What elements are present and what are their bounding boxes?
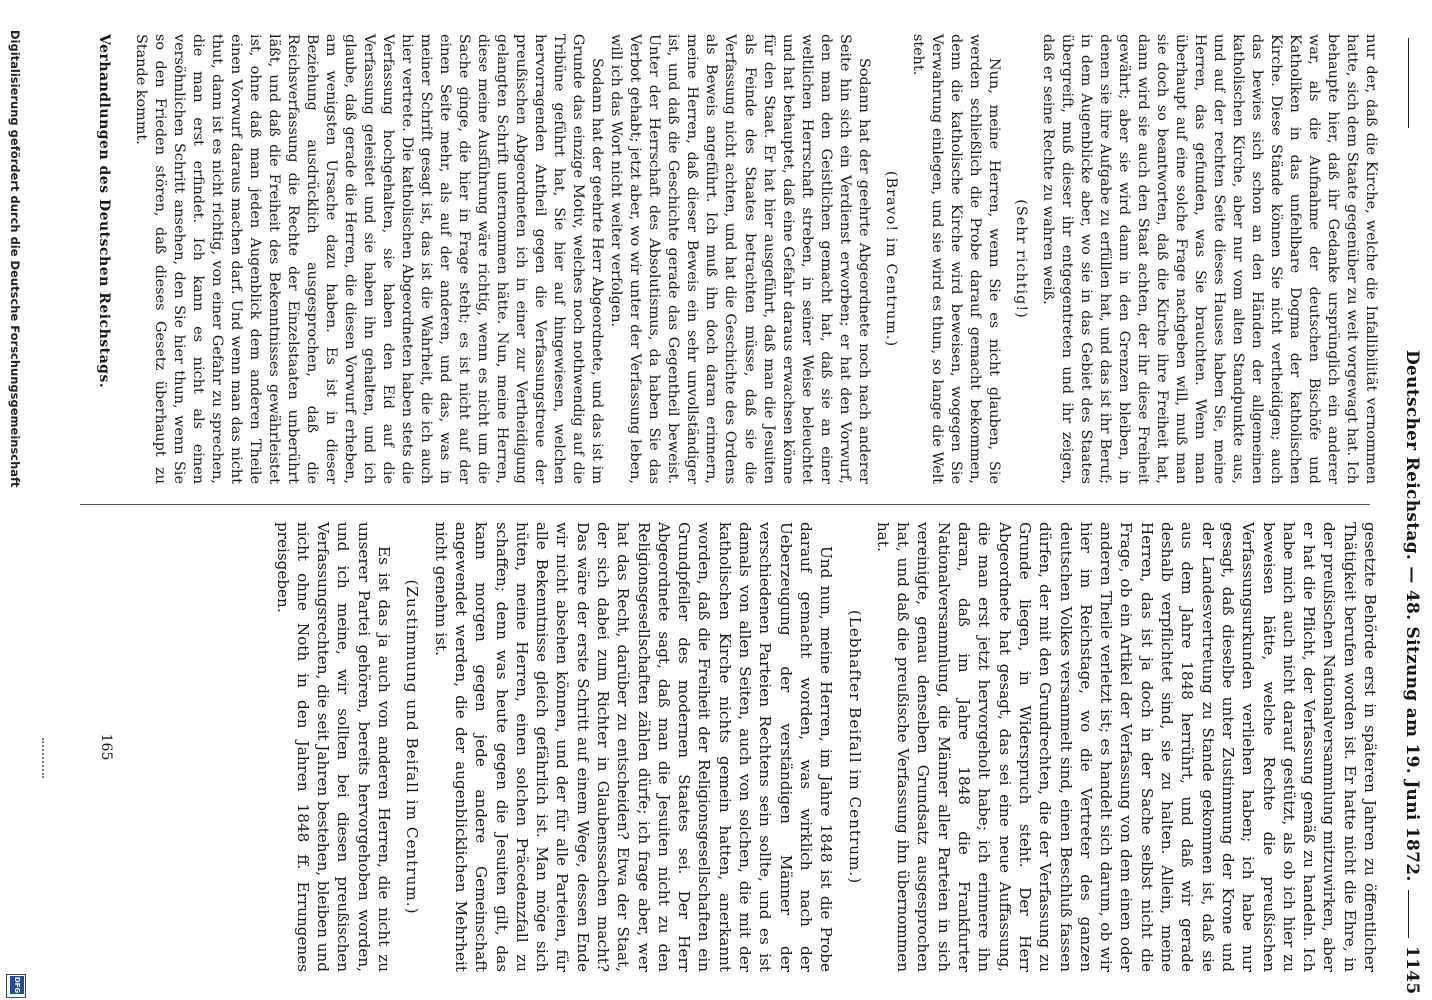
paragraph: Sodann hat der geehrte Abgeordnete noch nach anderer Seite hin sich ein Verdienst erworben; er hat den Vorwurf, den man den Geistlichen gemacht hat, daß sie an einer weltlichen Herrschaft streben, in seiner Weise beleuchtet und hat behauptet, daß eine Gefahr daraus erwachsen könne für den Staat. Er hat hier ausgeführt, daß man die Jesuiten als Feinde des Staates betrachten müsse, daß sie die Verfassung nicht achten, und hat die Geschichte des Ordens als Beweis angeführt. Ich muß ihn doch daran erinnern, meine Herren, daß dieser Beweis ein sehr unvollständiger ist, und daß die Geschichte gerade das Gegentheil beweist. Unter der Herrschaft des Absolutismus, da haben Sie das Verbot gehabt; jetzt aber, wo wir unter der Verfassung leben, will ich das Wort nicht weiter verfolgen. [608, 34, 872, 484]
header-rule-left [1408, 38, 1409, 128]
column-divider [80, 504, 1370, 505]
paragraph: Und nun, meine Herren, im Jahre 1848 ist die Probe darauf gemacht worden, was wirklich nach der Ueberzeugung der verständigen Männer der verschiedenen Parteien Rechtens sein sollte, und es ist damals von allen Seiten, auch von solchen, die mit der katholischen Kirche nichts gemein hatten, anerkannt worden, daß die Freiheit der Religionsgesellschaften ein Grundpfeiler des modernen Staates sei. Der Herr Abgeordnete sagt, daß man die Jesuiten nicht zu den Religionsgesellschaften zählen dürfe; ich frage aber, wer hat das Recht, darüber zu entscheiden? Etwa der Staat, der sich dabei zum Richter in Glaubenssachen macht? Das wäre der erste Schritt auf einem Wege, dessen Ende wir nicht absehen können, und der für alle Parteien, für alle Bekenntnisse gleich gefährlich ist. Man möge sich hüten, meine Herren, einen solchen Präcedenzfall zu schaffen; denn was heute gegen die Jesuiten gilt, das kann morgen gegen jede andere Gemeinschaft angewendet werden, die der augenblicklichen Mehrheit nicht genehm ist. [431, 522, 836, 972]
paragraph: Es ist das ja auch von anderen Herren, die nicht zu unserer Partei gehören, bereits hervorgehoben worden, und ich meine, wir sollten bei diesen preußischen Verfassungsrechten, die seit Jahren bestehen, bleiben und nicht ohne Noth in den Jahren 1848 ff. Errungenes preisgeben. [273, 522, 394, 972]
paragraph: nur der, daß die Kirche, welche die Infallibilität vernommen hatte, sich dem Staate gegenüber zu weit vorgewagt hat. Ich behaupte hier, daß ihr Gedanke ursprünglich ein anderer war, als die Aufnahme der deutschen Bischöfe und Katholiken in das unfehlbare Dogma der katholischen Kirche. Diese Stände können Sie nicht vertheidigen; auch das bewies sich schon an den Händen der allgemeinen katholischen Kirche, aber nur vom alten Standpunkte aus, und auf der rechten Seite dieses Hauses haben Sie, meine Herren, das gefunden, was Sie brauchten. Wenn man überhaupt auf eine solche Frage nachgeben will, muß man sie doch so beantworten, daß die Kirche ihre Freiheit hat, dann wird sie auch den Staat achten, der ihr diese Freiheit gewährt; aber sie wird dann in den Grenzen bleiben, in denen sie ihre Aufgabe zu erfüllen hat, und das ist ihr Beruf; in dem Augenblicke aber, wo sie in das Gebiet des Staates übergreift, muß dieser ihr entgegentreten und ihr zeigen, daß er seine Rechte zu wahren weiß. [1039, 34, 1379, 484]
page-title: Deutscher Reichstag. — 48. Sitzung am 19. Juni 1872. [1402, 350, 1422, 882]
digitization-credit: Digitalisierung gefördert durch die Deutsche Forschungsgemeinschaft [8, 30, 22, 488]
dfg-logo-icon: DFG [10, 976, 24, 994]
parliamentary-remark: (Lebhafter Beifall im Centrum.) [845, 609, 864, 885]
footer-publication-title: Verhandlungen des Deutschen Reichstags. [96, 34, 112, 389]
sheet-number: 165 [98, 733, 114, 761]
paragraph: gesetzte Behörde erst in späteren Jahren zu öffentlicher Thätigkeit berufen worden ist. Er hatte nicht die Ehre, in der preußischen Nationalversammlung mitzuwirken, aber er hat die Pflicht, der Verfassung gemäß zu handeln. Ich habe mich auch nicht darauf gestützt, als ob ich hier zu beweisen hätte, welche Rechte die preußischen Verfassungsurkunden verliehen haben; ich habe nur gesagt, daß dieselbe unter Zustimmung der Krone und der Landesvertretung zu Stande gekommen ist, daß sie aus dem Jahre 1848 herrührt, und daß wir gerade deshalb verpflichtet sind, sie zu halten. Allein, meine Herren, das ist ja doch in der Sache selbst nicht die Frage, ob ein Artikel der Verfassung von dem einen oder anderen Theile verletzt ist; es handelt sich darum, ob wir hier im Reichstage, wo die Vertreter des ganzen deutschen Volkes versammelt sind, einen Beschluß fassen dürfen, der mit den Grundrechten, die der Verfassung zu Grunde liegen, in Widerspruch steht. Der Herr Abgeordnete hat gesagt, das sei eine neue Auffassung, die man erst jetzt hervorgeholt habe; ich erinnere ihn daran, daß im Jahre 1848 die Frankfurter Nationalversammlung, die Männer aller Parteien in sich vereinigte, genau denselben Grundsatz ausgesprochen hat, und daß die preußische Verfassung ihn übernommen hat. [873, 522, 1379, 972]
paragraph: Sodann hat der geehrte Herr Abgeordnete, und das ist im Grunde das einzige Motiv, welches noch nothwendig auf die Tribüne geführt hat, Sie hier auf hingewiesen, welchen hervorragenden Antheil gegen die Verfassungstreue der preußischen Abgeordneten ich in einer zur Vertheidigung gelangten Schrift unternommen hätte. Nun, meine Herren, diese meine Ausführung wäre richtig, wenn es nicht um die Sache ginge, die hier in Frage steht; es ist nicht auf der einen Seite mehr, als auf der anderen, und das, was in meiner Schrift gesagt ist, das ist die Wahrheit, die ich auch hier vertrete. Die katholischen Abgeordneten haben stets die Verfassung hochgehalten, sie haben den Eid auf die Verfassung geleistet und sie haben ihn gehalten, und ich glaube, daß gerade die Herren, die diesen Vorwurf erheben, am wenigsten Ursache dazu haben. Es ist in dieser Beziehung ausdrücklich ausgesprochen, daß die Reichsverfassung die Rechte der Einzelstaaten unberührt läßt, und daß die Freiheit des Bekenntnisses gewährleistet ist, ohne daß man jeden Augenblick dem anderen Theile einen Vorwurf daraus machen darf. Und wenn man das nicht thut, dann ist es nicht richtig, von einer Gefahr zu sprechen, die man erst erfindet. Ich kann es nicht als einen versöhnlichen Schritt ansehen, den Sie hier thun, wenn Sie so den Frieden stören, daß dieses Gesetz überhaupt zu Stande kommt. [133, 34, 606, 484]
parliamentary-remark: (Zustimmung und Beifall im Centrum.) [403, 579, 422, 915]
left-column [131, 34, 1380, 484]
parliamentary-remark: (Bravo! im Centrum.) [882, 170, 899, 348]
page-number: 1145 [1402, 946, 1422, 995]
right-column [272, 522, 1380, 972]
running-head [1390, 30, 1424, 995]
parliamentary-remark: (Sehr richtig!) [1012, 199, 1029, 319]
paragraph: Nun, meine Herren, wenn Sie es nicht glauben, Sie werden schließlich die Probe darauf gemacht bekommen, denn die katholische Kirche wird beweisen, wogegen Sie Verwahrung einlegen, und sie wird es thun, so lange die Welt steht. [909, 34, 1002, 484]
header-rule-right [1408, 890, 1409, 938]
bottom-scan-mark [30, 738, 44, 778]
